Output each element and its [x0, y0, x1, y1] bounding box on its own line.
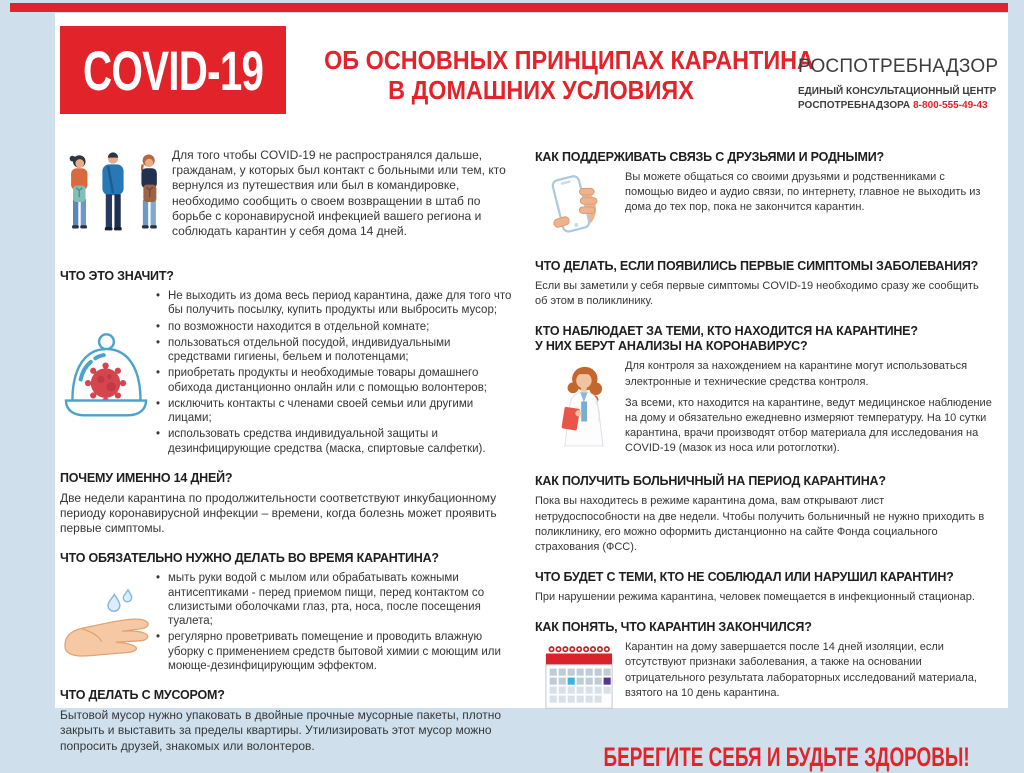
why-14-days-paragraph: Две недели карантина по продолжительности соответствуют инкубационному периоду коронавирусной инфекции – времени, когда болезнь может проявить первые симптомы. — [60, 490, 497, 536]
left-column — [60, 148, 512, 754]
must-do-section — [60, 571, 512, 673]
what-it-means-section — [60, 289, 512, 456]
contact-section — [535, 170, 992, 244]
page-title — [300, 45, 814, 106]
list-item: • регулярно проветривать помещение и проводить влажную уборку с применением средств бытовой химии с моющим или моюще-дезинфицирующим эффектом. — [155, 630, 512, 673]
footer-slogan — [535, 742, 992, 773]
quarantine-end-paragraph: Карантин на дому завершается после 14 дней изоляции, если отсутствуют признаки заболевания, а также на основании отрицательного результата лабораторных исследований материала, взятого на 10 день карантина. — [625, 641, 977, 699]
section-heading-quarantine-end: КАК ПОНЯТЬ, ЧТО КАРАНТИН ЗАКОНЧИЛСЯ? — [535, 620, 812, 635]
org-subtitle-line1: ЕДИНЫЙ КОНСУЛЬТАЦИОННЫЙ ЦЕНТР — [798, 86, 997, 97]
hand-with-water-drops-icon — [62, 589, 154, 669]
list-item: • приобретать продукты и необходимые товары домашнего обихода дистанционно онлайн или с помощью волонтеров; — [155, 366, 512, 395]
top-red-strip — [10, 3, 1008, 12]
calendar-icon — [543, 644, 615, 714]
list-item: • пользоваться отдельной посудой, индивидуальными средствами гигиены, бельем и полотенцами; — [155, 336, 512, 365]
sick-leave-paragraph: Пока вы находитесь в режиме карантина дома, вам открывают лист нетрудоспособности на две недели. Чтобы получить больничный не нужно приходить в поликлинику, его можно оформить дистанционно на сайте Фонда социального страхования (ФСС). — [535, 495, 985, 553]
covid-19-badge — [60, 26, 286, 114]
list-item: • мыть руки водой с мылом или обрабатывать кожными антисептиками - перед приемом пищи, перед контактом со слизистыми оболочками глаз, рта, носа, после посещения туалета; — [155, 571, 512, 628]
doctor-with-clipboard-icon — [543, 359, 623, 453]
org-block — [798, 56, 1003, 112]
monitoring-paragraph-1: Для контроля за нахождением на карантине могут использоваться электронные и технические средства контроля. — [625, 360, 968, 388]
list-item: • исключить контакты с членами своей семьи или другими лицами; — [155, 397, 512, 426]
section-heading-symptoms: ЧТО ДЕЛАТЬ, ЕСЛИ ПОЯВИЛИСЬ ПЕРВЫЕ СИМПТОМЫ ЗАБОЛЕВАНИЯ? — [535, 259, 979, 273]
page-title-line2: В ДОМАШНИХ УСЛОВИЯХ — [388, 74, 694, 105]
travelers-icon — [60, 148, 166, 254]
section-heading-sick-leave: КАК ПОЛУЧИТЬ БОЛЬНИЧНЫЙ НА ПЕРИОД КАРАНТИНА? — [535, 474, 886, 489]
section-heading-violation: ЧТО БУДЕТ С ТЕМИ, КТО НЕ СОБЛЮДАЛ ИЛИ НАРУШИЛ КАРАНТИН? — [535, 570, 954, 585]
intro-paragraph: Для того чтобы COVID-19 не распространялся дальше, гражданам, у которых был контакт с больными или тем, кто вернулся из путешествия или был в командировке, необходимо сообщить о своем возвращении в штаб по борьбе с коронавирусной инфекцией вашего региона и соблюдать карантин у себя дома 14 дней. — [172, 148, 506, 239]
page-title-line1: ОБ ОСНОВНЫХ ПРИНЦИПАХ КАРАНТИНА — [324, 45, 814, 75]
section-heading-trash: ЧТО ДЕЛАТЬ С МУСОРОМ? — [60, 688, 225, 703]
hotline-phone-number: 8-800-555-49-43 — [913, 99, 988, 111]
list-item: • использовать средства индивидуальной защиты и дезинфицирующие средства (маска, спиртовые салфетки). — [155, 427, 512, 456]
monitoring-section — [535, 359, 992, 459]
section-heading-why-14-days: ПОЧЕМУ ИМЕННО 14 ДНЕЙ? — [60, 470, 233, 485]
symptoms-paragraph: Если вы заметили у себя первые симптомы COVID-19 необходимо сразу же сообщить об этом в поликлинику. — [535, 280, 979, 308]
footer-slogan-text: БЕРЕГИТЕ СЕБЯ И БУДЬТЕ ЗДОРОВЫ! — [603, 742, 970, 773]
section-heading-what-it-means: ЧТО ЭТО ЗНАЧИТ? — [60, 269, 174, 283]
quarantine-end-section — [535, 640, 992, 716]
monitoring-paragraph-2: За всеми, кто находится на карантине, ведут медицинское наблюдение на дому и обязательно ежедневно измеряют температуру. На 10 сутки карантина, врачи производят отбор материала для исследования на COVID-19 (мазок из носа или ротоглотки). — [625, 396, 992, 455]
right-column — [535, 150, 992, 773]
org-subtitle-text: РОСПОТРЕБНАДЗОРА — [798, 99, 911, 111]
list-item: • Не выходить из дома весь период карантина, даже для того что бы получить посылку, купить продукты или выбросить мусор; — [155, 289, 512, 318]
monitoring-heading-line2: У НИХ БЕРУТ АНАЛИЗЫ НА КОРОНАВИРУС? — [535, 339, 808, 354]
org-name: РОСПОТРЕБНАДЗОР — [798, 56, 999, 77]
org-subtitle — [798, 85, 1003, 112]
monitoring-heading-line1: КТО НАБЛЮДАЕТ ЗА ТЕМИ, КТО НАХОДИТСЯ НА КАРАНТИНЕ? — [535, 324, 918, 339]
violation-paragraph: При нарушении режима карантина, человек помещается в инфекционный стационар. — [535, 591, 975, 604]
org-subtitle-line2 — [798, 99, 1003, 113]
contact-paragraph: Вы можете общаться со своими друзьями и родственниками с помощью видео и аудио связи, по интернету, главное не выходить из дома до тех пор, пока не закончится карантин. — [625, 171, 981, 214]
virus-under-dome-icon — [62, 327, 150, 419]
covid-19-badge-label: COVID-19 — [82, 38, 264, 102]
trash-paragraph: Бытовой мусор нужно упаковать в двойные прочные мусорные пакеты, плотно закрыть и выставить за пределы квартиры. Утилизировать этот мусор можно попросить друзей, знакомых или волонтеров. — [60, 708, 502, 753]
section-heading-monitoring — [535, 324, 992, 354]
section-heading-contact: КАК ПОДДЕРЖИВАТЬ СВЯЗЬ С ДРУЗЬЯМИ И РОДНЫМИ? — [535, 150, 884, 164]
travelers-illustration — [60, 148, 172, 254]
intro-section — [60, 148, 512, 254]
list-item: • по возможности находится в отдельной комнате; — [155, 320, 512, 334]
hand-holding-phone-icon — [543, 170, 601, 242]
section-heading-must-do: ЧТО ОБЯЗАТЕЛЬНО НУЖНО ДЕЛАТЬ ВО ВРЕМЯ КАРАНТИНА? — [60, 551, 439, 566]
